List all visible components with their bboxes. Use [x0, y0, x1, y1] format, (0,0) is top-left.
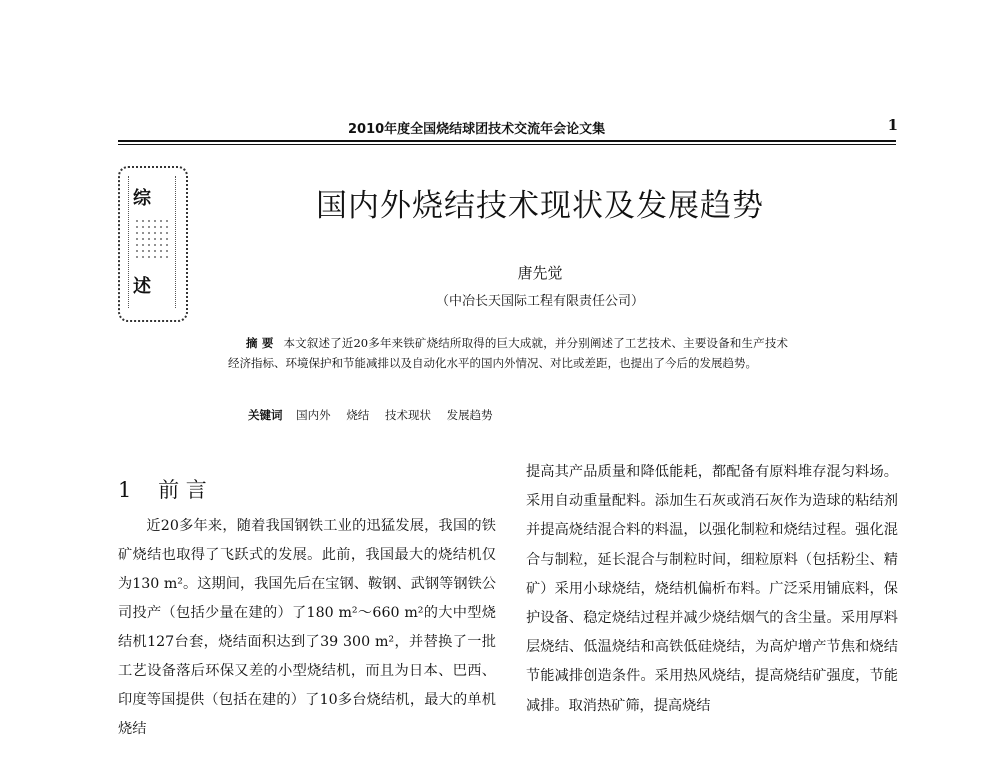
section-title: 前 言	[158, 478, 207, 502]
journal-title: 2010年度全国烧结球团技术交流年会论文集	[348, 122, 606, 137]
header-rule-thick	[118, 140, 896, 142]
keywords	[248, 407, 788, 423]
keyword: 发展趋势	[446, 408, 493, 422]
running-header	[118, 116, 898, 140]
keyword: 烧结	[346, 408, 370, 422]
page-number: 1	[887, 116, 898, 134]
section-heading	[118, 474, 207, 504]
badge-dot-pattern	[134, 218, 168, 262]
keywords-label: 关键词	[248, 408, 283, 422]
keyword: 国内外	[296, 408, 331, 422]
body-column-right: 提高其产品质量和降低能耗，都配备有原料堆存混匀料场。采用自动重量配料。添加生石灰或消石灰作为造球的粘结剂并提高烧结混合料的料温，以强化制粒和烧结过程。强化混合与制粒，延长混合与制粒时间，细粒原料（包括粉尘、精矿）采用小球烧结，烧结机偏析布料。广泛采用铺底料，保护设备、稳定烧结过程并减少烧结烟气的含尘量。采用厚料层烧结、低温烧结和高铁低硅烧结，为高炉增产节焦和烧结节能减排创造条件。采用热风烧结，提高烧结矿强度，节能减排。取消热矿筛，提高烧结	[526, 464, 898, 714]
review-badge	[118, 166, 188, 322]
abstract-label: 摘 要	[246, 336, 274, 350]
header-rule-thin	[118, 144, 896, 145]
keyword: 技术现状	[384, 408, 431, 422]
author: 唐先觉	[517, 264, 563, 282]
section-number: 1	[118, 478, 132, 502]
badge-char-top: 综	[133, 188, 151, 209]
abstract-text: 本文叙述了近20多年来铁矿烧结所取得的巨大成就，并分别阐述了工艺技术、主要设备和生产技术经济指标、环境保护和节能减排以及自动化水平的国内外情况、对比或差距，也提出了今后的发展趋势。	[228, 336, 788, 370]
paper-title: 国内外烧结技术现状及发展趋势	[316, 188, 764, 224]
affiliation: （中冶长天国际工程有限责任公司）	[435, 294, 644, 309]
body-column-left: 近20多年来，随着我国钢铁工业的迅猛发展，我国的铁矿烧结也取得了飞跃式的发展。此前，我国最大的烧结机仅为130 m²。这期间，我国先后在宝钢、鞍钢、武钢等钢铁公司投产（包括少量在建的）了180 m²～660 m²的大中型烧结机127台套，烧结面积达到了39 300 m²，并替换了一批工艺设备落后环保又差的小型烧结机，而且为日本、巴西、印度等国提供（包括在建的）了10多台烧结机，最大的单机烧结	[118, 518, 496, 737]
badge-char-bottom: 述	[133, 276, 151, 297]
abstract	[228, 333, 788, 373]
